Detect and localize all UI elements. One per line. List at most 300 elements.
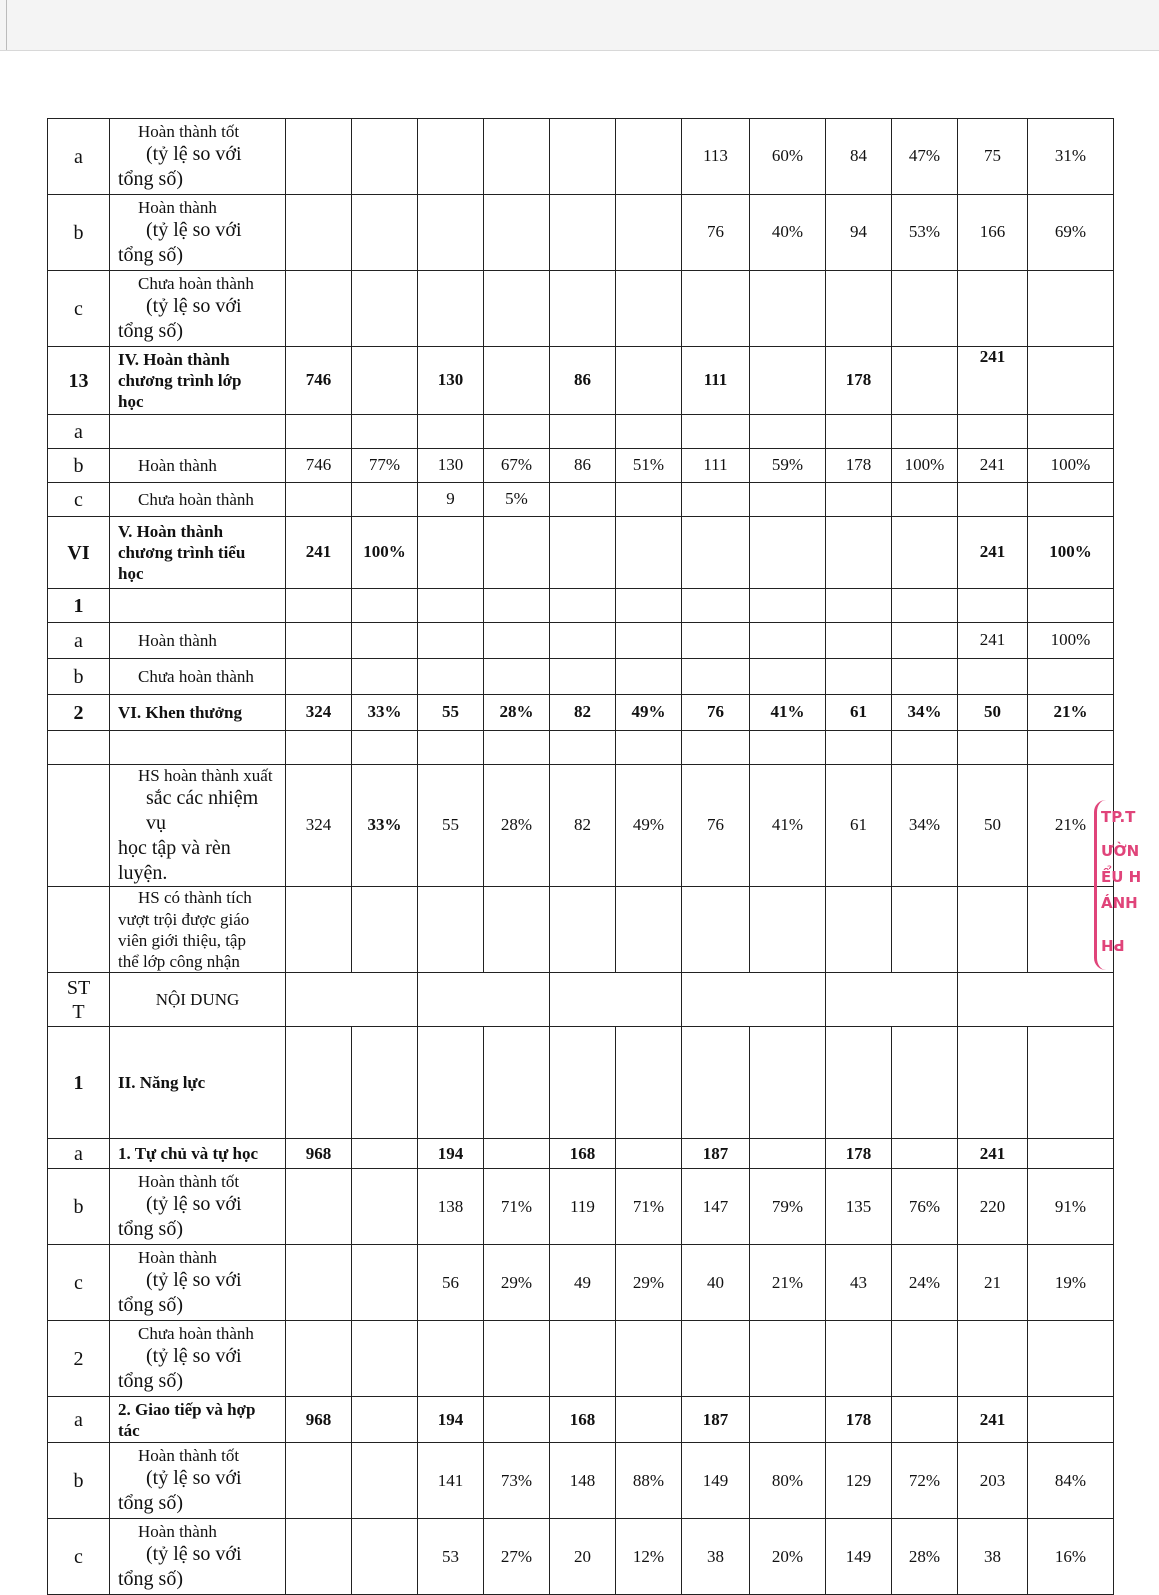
percent-cell	[892, 517, 958, 589]
content-cell	[110, 659, 286, 695]
percent-cell: 77%	[352, 449, 418, 483]
stt-cell: ST T	[48, 973, 110, 1027]
content-line: (tỷ lệ so với	[146, 1543, 242, 1566]
count-cell: 324	[286, 695, 352, 731]
table-row	[48, 623, 1114, 659]
percent-cell: 19%	[1028, 1245, 1114, 1321]
count-cell	[958, 483, 1028, 517]
count-cell: 86	[550, 449, 616, 483]
content-line: vượt trội được giáo	[118, 909, 250, 929]
percent-cell	[616, 1139, 682, 1169]
percent-cell	[352, 731, 418, 765]
percent-cell	[750, 589, 826, 623]
percent-cell: 71%	[616, 1169, 682, 1245]
content-line: tổng số)	[118, 1218, 183, 1241]
count-cell: 168	[550, 1397, 616, 1443]
percent-cell: 100%	[1028, 449, 1114, 483]
percent-cell	[1028, 731, 1114, 765]
content-cell	[110, 1321, 286, 1397]
stt-cell: c	[48, 271, 110, 347]
count-cell: 138	[418, 1169, 484, 1245]
content-line: 1. Tự chủ và tự học	[118, 1144, 259, 1164]
stt-cell: b	[48, 195, 110, 271]
stt-cell: a	[48, 415, 110, 449]
percent-cell: 28%	[484, 695, 550, 731]
content-cell	[110, 271, 286, 347]
count-cell: 141	[418, 1443, 484, 1519]
count-cell	[826, 1321, 892, 1397]
count-cell	[286, 659, 352, 695]
percent-cell	[892, 589, 958, 623]
content-line: chương trình tiểu	[118, 542, 246, 562]
table-row	[48, 1397, 1114, 1443]
percent-cell: 20%	[750, 1519, 826, 1595]
percent-cell	[750, 1139, 826, 1169]
count-cell	[286, 1245, 352, 1321]
percent-cell	[352, 1245, 418, 1321]
count-cell: 241	[958, 517, 1028, 589]
percent-cell	[616, 887, 682, 973]
percent-cell	[484, 517, 550, 589]
percent-cell	[352, 415, 418, 449]
count-cell	[286, 887, 352, 973]
percent-cell: 33%	[352, 695, 418, 731]
count-cell: 241	[286, 517, 352, 589]
count-cell: 241	[958, 347, 1028, 415]
count-cell	[286, 623, 352, 659]
count-cell: 178	[826, 1397, 892, 1443]
count-cell: 61	[826, 695, 892, 731]
count-cell: 241	[958, 1139, 1028, 1169]
table-row	[48, 887, 1114, 973]
count-cell: 55	[418, 765, 484, 887]
count-cell	[286, 119, 352, 195]
results-table	[47, 118, 1114, 1595]
content-cell	[110, 449, 286, 483]
count-cell: 241	[958, 1397, 1028, 1443]
percent-cell	[352, 623, 418, 659]
count-cell	[550, 731, 616, 765]
percent-cell: 12%	[616, 1519, 682, 1595]
stamp-text-5: PH	[1101, 936, 1125, 954]
stt-cell: 2	[48, 695, 110, 731]
count-cell: 194	[418, 1397, 484, 1443]
percent-cell	[892, 1397, 958, 1443]
percent-cell: 53%	[892, 195, 958, 271]
percent-cell: 88%	[616, 1443, 682, 1519]
percent-cell: 59%	[750, 449, 826, 483]
table-row	[48, 415, 1114, 449]
count-cell	[418, 1321, 484, 1397]
percent-cell	[1028, 1397, 1114, 1443]
stt-cell: 1	[48, 589, 110, 623]
count-cell: 49	[550, 1245, 616, 1321]
percent-cell	[616, 483, 682, 517]
table-row	[48, 765, 1114, 887]
content-line: (tỷ lệ so với	[146, 1345, 242, 1368]
table-row	[48, 1443, 1114, 1519]
count-cell	[958, 887, 1028, 973]
red-seal-stamp	[1094, 800, 1142, 970]
count-cell	[682, 887, 750, 973]
table-row	[48, 589, 1114, 623]
count-cell	[286, 1169, 352, 1245]
count-cell	[418, 731, 484, 765]
count-cell	[826, 517, 892, 589]
count-cell: 147	[682, 1169, 750, 1245]
percent-cell	[1028, 483, 1114, 517]
content-line: Chưa hoàn thành	[138, 273, 254, 293]
count-cell	[550, 271, 616, 347]
percent-cell: 73%	[484, 1443, 550, 1519]
count-cell	[286, 731, 352, 765]
count-cell	[418, 589, 484, 623]
content-line: NỘI DUNG	[155, 990, 240, 1010]
content-cell	[110, 1027, 286, 1139]
content-line: (tỷ lệ so với	[146, 143, 242, 166]
content-line: thể lớp công nhận	[118, 952, 240, 971]
count-cell	[286, 1519, 352, 1595]
stt-cell: 2	[48, 1321, 110, 1397]
stt-cell: c	[48, 1245, 110, 1321]
percent-cell	[616, 271, 682, 347]
stamp-text-3: ỂU H	[1101, 868, 1142, 886]
count-cell: 38	[682, 1519, 750, 1595]
percent-cell: 60%	[750, 119, 826, 195]
percent-cell	[750, 659, 826, 695]
percent-cell	[1028, 1027, 1114, 1139]
table-row	[48, 483, 1114, 517]
content-line: viên giới thiệu, tập	[118, 930, 246, 950]
count-cell	[286, 1027, 352, 1139]
stt-cell: a	[48, 1397, 110, 1443]
percent-cell	[616, 1027, 682, 1139]
count-cell	[826, 271, 892, 347]
percent-cell: 100%	[1028, 517, 1114, 589]
count-cell: 178	[826, 1139, 892, 1169]
count-cell	[682, 731, 750, 765]
percent-cell: 91%	[1028, 1169, 1114, 1245]
count-cell: 129	[826, 1443, 892, 1519]
count-cell	[826, 659, 892, 695]
percent-cell	[616, 517, 682, 589]
content-line: Hoàn thành	[138, 455, 217, 475]
stamp-text-4: ÁNH	[1101, 894, 1138, 912]
content-cell	[110, 1245, 286, 1321]
count-cell	[550, 1321, 616, 1397]
percent-cell	[750, 887, 826, 973]
percent-cell	[484, 589, 550, 623]
scan-top-margin	[0, 0, 1159, 51]
content-line: tổng số)	[118, 320, 183, 343]
percent-cell: 16%	[1028, 1519, 1114, 1595]
count-cell: 21	[958, 1245, 1028, 1321]
percent-cell	[484, 195, 550, 271]
percent-cell	[892, 731, 958, 765]
percent-cell	[1028, 1321, 1114, 1397]
content-cell	[110, 119, 286, 195]
content-line: (tỷ lệ so với	[146, 295, 242, 318]
content-cell	[110, 765, 286, 887]
count-cell: 241	[958, 449, 1028, 483]
stt-cell: b	[48, 1443, 110, 1519]
percent-cell	[352, 347, 418, 415]
count-cell	[958, 589, 1028, 623]
percent-cell	[892, 887, 958, 973]
stt-cell: b	[48, 1169, 110, 1245]
count-cell: 76	[682, 695, 750, 731]
content-line: tổng số)	[118, 1370, 183, 1393]
count-cell	[286, 271, 352, 347]
count-cell: 241	[958, 623, 1028, 659]
content-line: Hoàn thành	[138, 1248, 217, 1268]
stt-cell: a	[48, 623, 110, 659]
percent-cell	[616, 347, 682, 415]
percent-cell: 40%	[750, 195, 826, 271]
content-line: Chưa hoàn thành	[138, 1324, 254, 1344]
count-cell	[550, 483, 616, 517]
content-cell	[110, 887, 286, 973]
count-cell: 53	[418, 1519, 484, 1595]
header-group-cell	[826, 973, 958, 1027]
percent-cell: 79%	[750, 1169, 826, 1245]
percent-cell	[352, 1169, 418, 1245]
table-row	[48, 517, 1114, 589]
count-cell: 75	[958, 119, 1028, 195]
count-cell	[958, 271, 1028, 347]
percent-cell	[352, 483, 418, 517]
content-line: II. Năng lực	[118, 1073, 206, 1093]
percent-cell: 29%	[616, 1245, 682, 1321]
content-line: tác	[118, 1420, 140, 1440]
percent-cell	[352, 659, 418, 695]
count-cell: 84	[826, 119, 892, 195]
content-cell	[110, 1139, 286, 1169]
percent-cell	[750, 1397, 826, 1443]
percent-cell	[484, 1321, 550, 1397]
count-cell	[286, 589, 352, 623]
table-row	[48, 271, 1114, 347]
stt-cell: a	[48, 119, 110, 195]
count-cell	[826, 1027, 892, 1139]
percent-cell	[892, 483, 958, 517]
count-cell: 20	[550, 1519, 616, 1595]
content-line: học tập và rèn luyện.	[118, 837, 231, 885]
percent-cell	[750, 1321, 826, 1397]
percent-cell	[484, 119, 550, 195]
content-line: 2. Giao tiếp và hợp	[118, 1399, 256, 1419]
content-line: học	[118, 392, 144, 412]
content-line: tổng số)	[118, 1492, 183, 1515]
percent-cell	[892, 1139, 958, 1169]
count-cell	[826, 887, 892, 973]
percent-cell: 49%	[616, 695, 682, 731]
count-cell: 76	[682, 195, 750, 271]
percent-cell	[484, 623, 550, 659]
percent-cell: 100%	[892, 449, 958, 483]
content-line: (tỷ lệ so với	[146, 1269, 242, 1292]
count-cell: 135	[826, 1169, 892, 1245]
count-cell: 76	[682, 765, 750, 887]
content-line: Hoàn thành	[138, 1522, 217, 1542]
count-cell	[958, 415, 1028, 449]
stt-cell: a	[48, 1139, 110, 1169]
content-cell	[110, 1397, 286, 1443]
percent-cell	[1028, 659, 1114, 695]
content-line: sắc các nhiệm vụ	[146, 787, 259, 835]
count-cell: 324	[286, 765, 352, 887]
count-cell: 968	[286, 1397, 352, 1443]
count-cell	[550, 623, 616, 659]
percent-cell	[750, 347, 826, 415]
count-cell	[286, 415, 352, 449]
count-cell: 50	[958, 765, 1028, 887]
count-cell	[682, 271, 750, 347]
percent-cell: 76%	[892, 1169, 958, 1245]
count-cell	[826, 589, 892, 623]
table-row	[48, 195, 1114, 271]
percent-cell	[352, 1321, 418, 1397]
content-cell	[110, 973, 286, 1027]
content-line: (tỷ lệ so với	[146, 1467, 242, 1490]
content-line: Hoàn thành tốt	[138, 121, 240, 141]
content-cell	[110, 415, 286, 449]
percent-cell	[352, 1519, 418, 1595]
stt-cell: b	[48, 659, 110, 695]
count-cell: 168	[550, 1139, 616, 1169]
content-line: IV. Hoàn thành	[118, 349, 230, 369]
percent-cell	[352, 887, 418, 973]
count-cell: 194	[418, 1139, 484, 1169]
count-cell: 187	[682, 1139, 750, 1169]
count-cell	[682, 623, 750, 659]
count-cell	[826, 415, 892, 449]
percent-cell	[484, 271, 550, 347]
stt-cell	[48, 731, 110, 765]
count-cell: 148	[550, 1443, 616, 1519]
percent-cell	[750, 1027, 826, 1139]
count-cell	[826, 483, 892, 517]
stt-cell: b	[48, 449, 110, 483]
content-cell	[110, 483, 286, 517]
percent-cell	[750, 623, 826, 659]
percent-cell: 100%	[1028, 623, 1114, 659]
content-cell	[110, 1443, 286, 1519]
header-group-cell	[550, 973, 682, 1027]
content-cell	[110, 195, 286, 271]
percent-cell	[892, 1027, 958, 1139]
percent-cell	[750, 415, 826, 449]
stt-cell: c	[48, 483, 110, 517]
content-cell	[110, 695, 286, 731]
count-cell	[550, 517, 616, 589]
percent-cell	[484, 1397, 550, 1443]
percent-cell: 41%	[750, 695, 826, 731]
percent-cell: 47%	[892, 119, 958, 195]
count-cell: 130	[418, 347, 484, 415]
count-cell: 94	[826, 195, 892, 271]
count-cell: 82	[550, 695, 616, 731]
percent-cell: 67%	[484, 449, 550, 483]
count-cell	[826, 623, 892, 659]
content-line: Hoàn thành	[138, 630, 217, 650]
stt-cell	[48, 765, 110, 887]
table-row	[48, 119, 1114, 195]
percent-cell	[892, 271, 958, 347]
percent-cell	[1028, 347, 1114, 415]
count-cell	[418, 119, 484, 195]
percent-cell	[484, 659, 550, 695]
percent-cell	[352, 1027, 418, 1139]
percent-cell	[616, 1321, 682, 1397]
count-cell: 746	[286, 347, 352, 415]
percent-cell	[1028, 1139, 1114, 1169]
percent-cell: 5%	[484, 483, 550, 517]
count-cell: 111	[682, 347, 750, 415]
percent-cell: 100%	[352, 517, 418, 589]
content-line: HS có thành tích	[138, 888, 252, 908]
percent-cell: 49%	[616, 765, 682, 887]
count-cell	[550, 659, 616, 695]
count-cell	[682, 1321, 750, 1397]
count-cell	[958, 731, 1028, 765]
percent-cell: 27%	[484, 1519, 550, 1595]
content-line: tổng số)	[118, 168, 183, 191]
percent-cell: 34%	[892, 695, 958, 731]
count-cell: 86	[550, 347, 616, 415]
count-cell: 40	[682, 1245, 750, 1321]
percent-cell: 21%	[750, 1245, 826, 1321]
count-cell	[418, 887, 484, 973]
count-cell: 9	[418, 483, 484, 517]
content-line: V. Hoàn thành	[118, 521, 224, 541]
table-row	[48, 1139, 1114, 1169]
count-cell: 43	[826, 1245, 892, 1321]
percent-cell	[892, 623, 958, 659]
content-line: chương trình lớp	[118, 370, 242, 390]
percent-cell: 71%	[484, 1169, 550, 1245]
table-row	[48, 1321, 1114, 1397]
table-row	[48, 973, 1114, 1027]
stamp-text-2: ƯỜN	[1101, 842, 1140, 860]
percent-cell: 28%	[892, 1519, 958, 1595]
table-row	[48, 1245, 1114, 1321]
count-cell	[286, 1443, 352, 1519]
percent-cell	[616, 119, 682, 195]
scan-edge	[0, 0, 7, 50]
percent-cell	[352, 1397, 418, 1443]
count-cell	[286, 1321, 352, 1397]
percent-cell: 72%	[892, 1443, 958, 1519]
header-group-cell	[958, 973, 1114, 1027]
stamp-text-1: TP.T	[1101, 808, 1136, 826]
content-cell	[110, 1169, 286, 1245]
table-row	[48, 347, 1114, 415]
percent-cell: 69%	[1028, 195, 1114, 271]
count-cell	[550, 119, 616, 195]
percent-cell: 21%	[1028, 765, 1114, 887]
percent-cell	[352, 195, 418, 271]
count-cell: 968	[286, 1139, 352, 1169]
stt-cell: 13	[48, 347, 110, 415]
count-cell	[418, 517, 484, 589]
stt-cell	[48, 887, 110, 973]
content-line: Chưa hoàn thành	[138, 666, 254, 686]
percent-cell: 24%	[892, 1245, 958, 1321]
percent-cell	[616, 1397, 682, 1443]
content-line: VI. Khen thưởng	[118, 702, 243, 722]
percent-cell: 80%	[750, 1443, 826, 1519]
